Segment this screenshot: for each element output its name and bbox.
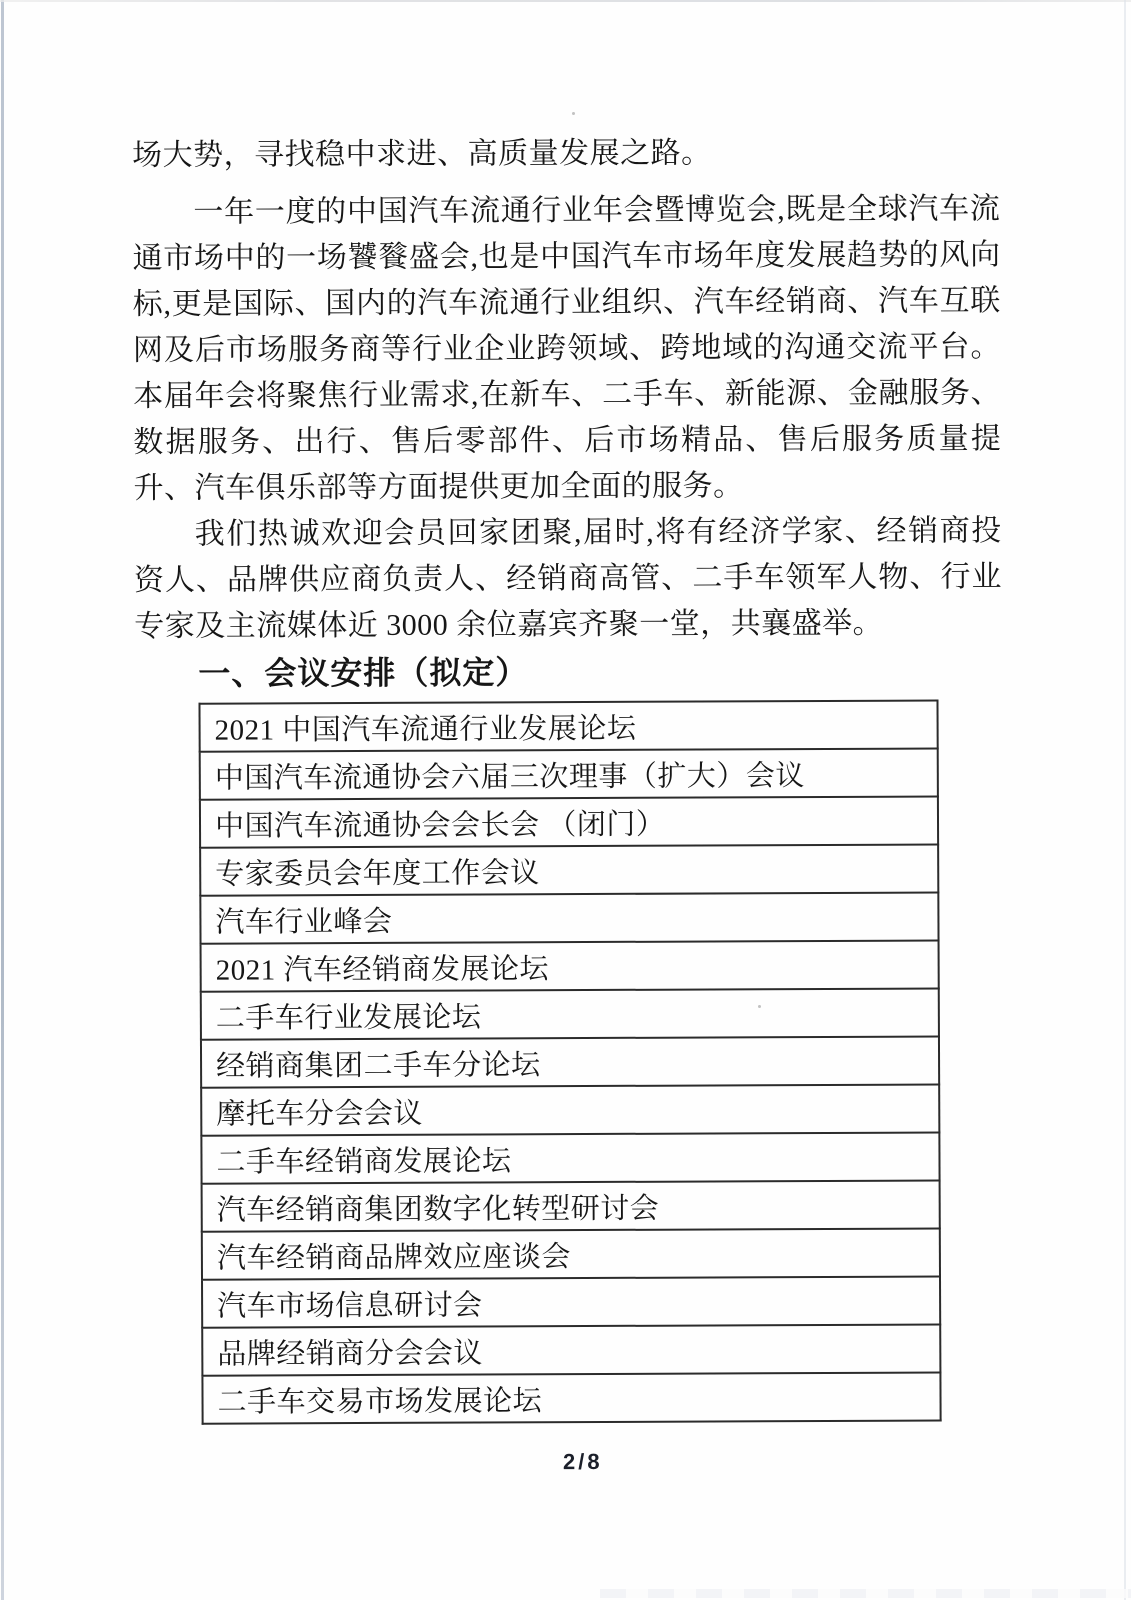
page-number: 2/8: [562, 1448, 603, 1475]
meeting-name-cell: 二手车经销商发展论坛: [201, 1132, 939, 1183]
meeting-name-cell: 汽车经销商品牌效应座谈会: [202, 1228, 940, 1279]
table-row: [200, 748, 938, 799]
paragraph-continuation: 场大势，寻找稳中求进、高质量发展之路。: [132, 136, 712, 172]
meeting-name-cell: 2021 汽车经销商发展论坛: [201, 940, 939, 991]
meeting-name-cell: 摩托车分会会议: [201, 1084, 939, 1135]
table-row: [201, 1132, 939, 1183]
table-row: [201, 1036, 939, 1087]
meeting-name-cell: 汽车行业峰会: [200, 892, 938, 943]
table-row: [200, 892, 938, 943]
meeting-name-cell: 中国汽车流通协会会长会 （闭门）: [200, 796, 938, 847]
meeting-name-cell: 中国汽车流通协会六届三次理事（扩大）会议: [200, 748, 938, 799]
table-row: [201, 988, 939, 1039]
section-heading-meeting-arrangement: 一、会议安排（拟定）: [198, 654, 529, 692]
table-row: [202, 1180, 940, 1231]
table-row: [202, 1324, 940, 1375]
table-row: [201, 940, 939, 991]
meeting-name-cell: 汽车市场信息研讨会: [202, 1276, 940, 1327]
scan-right-edge-artifact: [1124, 0, 1126, 1600]
scan-top-edge-artifact: [0, 0, 1131, 2]
meeting-name-cell: 专家委员会年度工作会议: [200, 844, 938, 895]
meeting-name-cell: 二手车交易市场发展论坛: [202, 1372, 940, 1423]
table-row: [200, 796, 938, 847]
meeting-name-cell: 汽车经销商集团数字化转型研讨会: [202, 1180, 940, 1231]
scan-bottom-smudge-artifact: [600, 1589, 1131, 1598]
paragraph-annual-conference-intro: 一年一度的中国汽车流通行业年会暨博览会,既是全球汽车流通市场中的一场饕餮盛会,也是中国汽车市场年度发展趋势的风向标,更是国际、国内的汽车流通行业组织、汽车经销商、汽车互联网及后市场服务商等行业企业跨领域、跨地域的沟通交流平台。本届年会将聚焦行业需求,在新车、二手车、新能源、金融服务、数据服务、出行、售后零部件、后市场精品、售后服务质量提升、汽车俱乐部等方面提供更加全面的服务。: [132, 192, 1002, 505]
table-row: [202, 1228, 940, 1279]
meeting-name-cell: 2021 中国汽车流通行业发展论坛: [199, 700, 937, 751]
meeting-name-cell: 二手车行业发展论坛: [201, 988, 939, 1039]
table-row: [200, 844, 938, 895]
table-row: [199, 700, 937, 751]
document-content: [132, 129, 1006, 1477]
scan-left-edge-artifact: [1, 0, 4, 1600]
meeting-schedule-table: [198, 699, 941, 1424]
table-row: [202, 1276, 940, 1327]
table-row: [201, 1084, 939, 1135]
meeting-name-cell: 经销商集团二手车分论坛: [201, 1036, 939, 1087]
paragraph-welcome-guests: 我们热诚欢迎会员回家团聚,届时,将有经济学家、经销商投资人、品牌供应商负责人、经销商高管、二手车领军人物、行业专家及主流媒体近 3000 余位嘉宾齐聚一堂，共襄盛举。: [133, 514, 1003, 643]
table-row: [202, 1372, 940, 1423]
meeting-name-cell: 品牌经销商分会会议: [202, 1324, 940, 1375]
scan-speck-artifact: [572, 112, 575, 115]
